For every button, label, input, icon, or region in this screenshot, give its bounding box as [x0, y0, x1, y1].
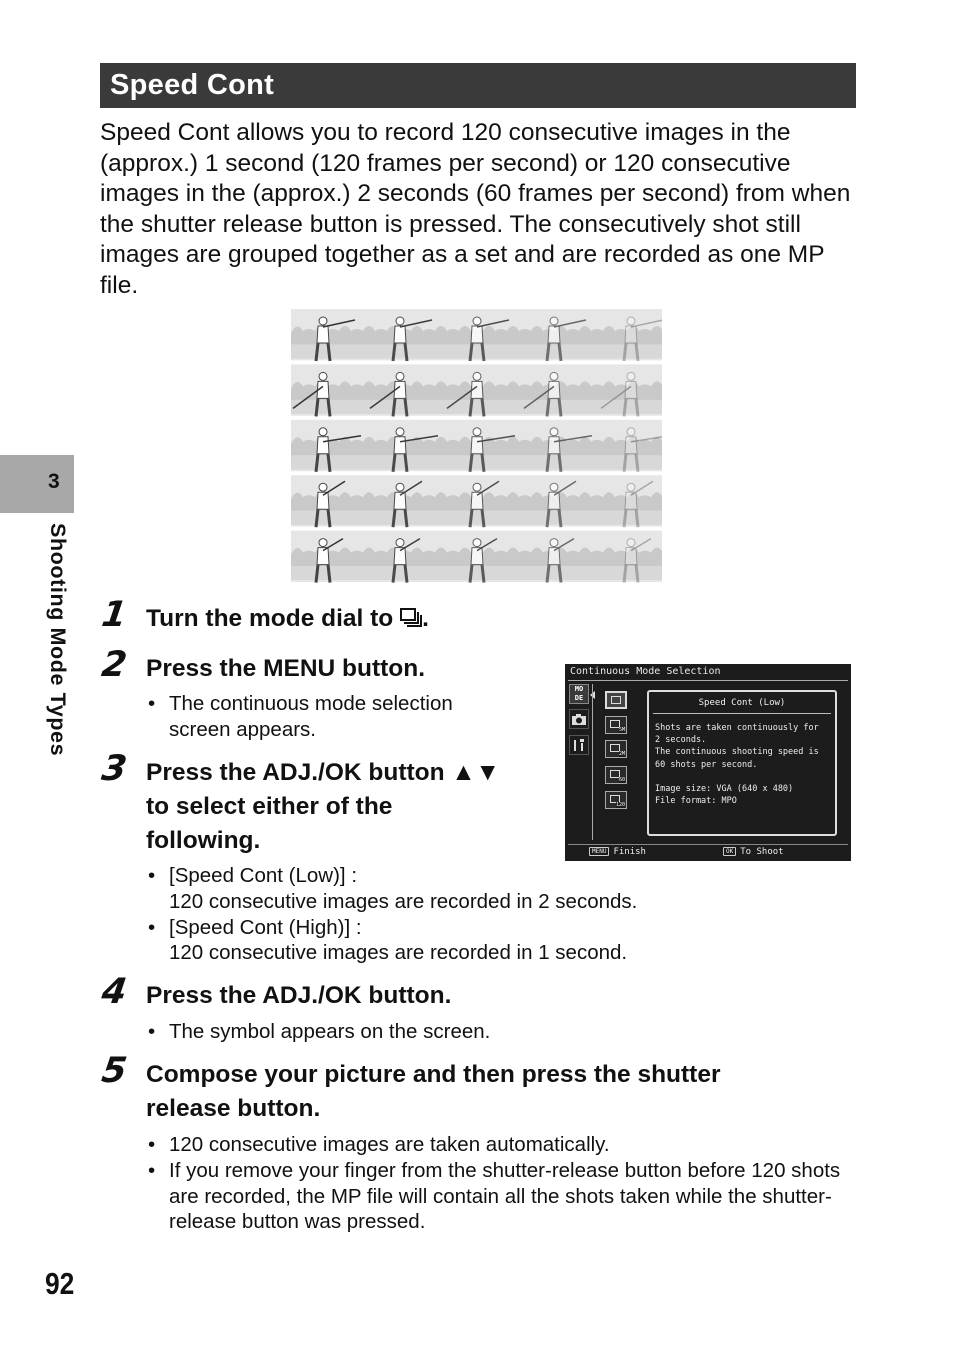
bullet-item: • 120 consecutive images are taken automatically.	[146, 1132, 866, 1158]
continuous-mode-selection-screen	[565, 664, 851, 861]
step-title: Press the ADJ./OK button.	[146, 982, 452, 1009]
panel-text: Shots are taken continuously for 2 seconds. The continuous shooting speed is 60 shots per second. Image size: VGA (640 x 480) File format: MPO	[655, 723, 819, 807]
section-title: Speed Cont	[100, 63, 856, 108]
bullet-item: • The symbol appears on the screen.	[146, 1019, 866, 1045]
camera-icon	[569, 709, 589, 729]
setup-icon	[569, 735, 589, 755]
menu-finish-hint: MENU Finish	[589, 847, 646, 857]
step-number: 4	[99, 972, 130, 1012]
step-bullets	[146, 863, 866, 966]
bullet-item: • [Speed Cont (Low)] : 120 consecutive images are recorded in 2 seconds.	[146, 863, 866, 915]
step-number: 1	[99, 595, 130, 635]
step-number: 5	[99, 1051, 130, 1091]
ok-to-shoot-hint: OK To Shoot	[723, 847, 784, 857]
page-number: 92	[45, 1266, 75, 1301]
continuous-mode-icon	[400, 604, 422, 624]
step-title-line: Press the ADJ./OK button ▲▼	[146, 759, 500, 786]
golf-swing-sequence-image	[291, 307, 662, 584]
screen-title: Continuous Mode Selection	[570, 666, 721, 677]
step-bullets	[146, 1132, 866, 1235]
bullet-item: • If you remove your finger from the shutter-release button before 120 shots are recorded, the MP file will contain all the shots taken while the shutter-release button was pressed.	[146, 1158, 866, 1235]
chapter-title: Shooting Mode Types	[46, 523, 70, 757]
mcont-5m-icon[interactable]: 5M	[605, 716, 627, 734]
step-number: 3	[99, 749, 130, 789]
up-down-arrows: ▲▼	[451, 759, 500, 786]
mode-tab: MO DE	[569, 684, 589, 704]
step-title: Turn the mode dial to .	[146, 605, 429, 632]
bullet-item: • [Speed Cont (High)] : 120 consecutive images are recorded in 1 second.	[146, 915, 866, 967]
step-number: 2	[99, 645, 130, 685]
step-title-line: to select either of the	[146, 793, 393, 820]
speed-cont-60-icon[interactable]: 60	[605, 766, 627, 784]
step-bullets	[146, 691, 496, 743]
step-title: Press the MENU button.	[146, 655, 426, 682]
mode-info-panel	[647, 690, 837, 836]
step-bullets	[146, 1019, 866, 1045]
step-title-line: following.	[146, 827, 261, 854]
cont-icon[interactable]	[605, 691, 627, 709]
chapter-tab	[0, 455, 74, 513]
bullet-item: • The continuous mode selection screen appears.	[146, 691, 496, 743]
mcont-2m-icon[interactable]: 2M	[605, 740, 627, 758]
step-title	[146, 756, 566, 858]
screen-left-tabs	[568, 682, 590, 842]
speed-cont-120-icon[interactable]: 120	[605, 791, 627, 809]
panel-title: Speed Cont (Low)	[698, 698, 786, 708]
intro-paragraph: Speed Cont allows you to record 120 consecutive images in the (approx.) 1 second (120 frames per second) or 120 consecutive images in the (approx.) 2 seconds (60 frames per second) from when the shutter release button is pressed. The consecutively shot still images are grouped together as a set and are recorded as one MP file.	[100, 119, 851, 299]
step-title: Compose your picture and then press the shutter release button.	[146, 1061, 721, 1122]
